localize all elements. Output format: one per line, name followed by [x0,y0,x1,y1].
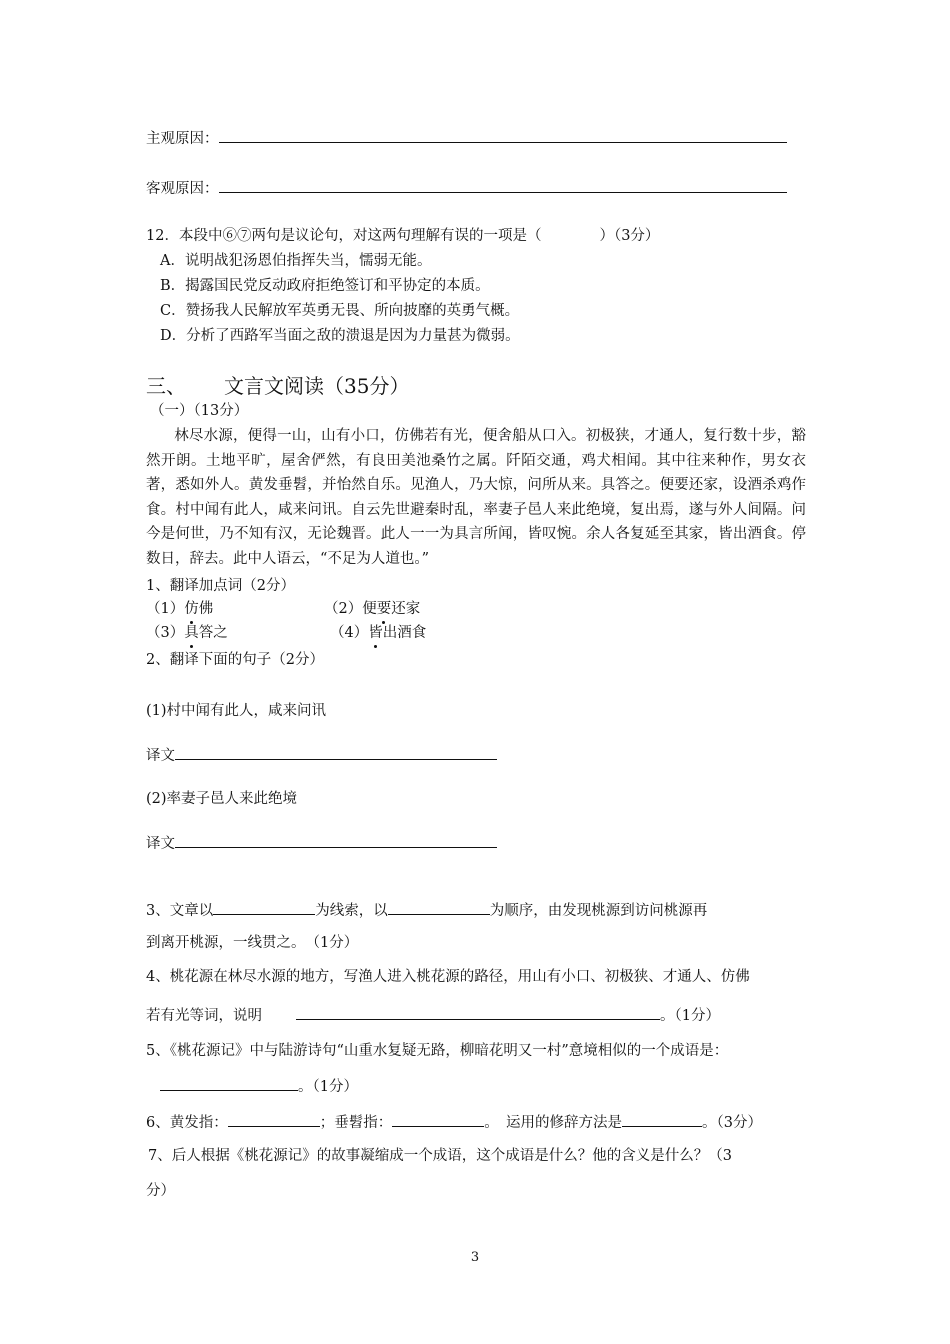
section3-heading [146,373,409,399]
q7-line-2: 分） [146,1183,175,1199]
q6-blank-rhetoric[interactable] [622,1112,702,1127]
q5-line-1: 5、《桃花源记》中与陆游诗句“山重水复疑无路，柳暗花明又一村”意境相似的一个成语是： [146,1043,729,1059]
classical-passage-text: 林尽水源，便得一山，山有小口，仿佛若有光，便舍船从口入。初极狭，才通人，复行数十步，豁然开朗。土地平旷，屋舍俨然，有良田美池桑竹之属。阡陌交通，鸡犬相闻。其中往来种作，男女衣著，悉如外人。黄发垂髫，并怡然自乐。见渔人，乃大惊，问所从来。具答之。便要还家，设酒杀鸡作食。村中闻有此人，咸来问讯。自云先世避秦时乱，率妻子邑人来此绝境，复出焉，遂与外人间隔。问今是何世，乃不知有汉，无论魏晋。此人一一为具言所闻，皆叹惋。余人各复延至其家，皆出酒食。停数日，辞去。此中人语云，“不足为人道也。” [146,428,806,567]
q7-line-1: 7、后人根据《桃花源记》的故事凝缩成一个成语，这个成语是什么？他的含义是什么？（3 [148,1148,732,1164]
page-number: 3 [470,1250,480,1265]
q4-line-1: 4、桃花源在林尽水源的地方，写渔人进入桃花源的路径，用山有小口、初极狭、才通人、仿佛 [146,969,750,985]
q5-text-b: 。（1分） [298,1079,358,1095]
q2-translation-2-label: 译文 [146,836,175,852]
q1-item-2-pre: 便 [362,601,377,617]
q2-translation-2-answer-line[interactable] [175,833,497,848]
section3-number: 三、 [146,374,186,398]
q4-blank[interactable] [296,1005,660,1020]
q1-item-1-num: （1） [146,601,185,617]
q1-item-2-num: （2） [324,601,363,617]
q5-line-2 [160,1076,358,1097]
subjective-reason-label: 主观原因： [146,131,219,147]
q2-translation-1-row [146,745,497,766]
q2-stem: 2、翻译下面的句子（2分） [146,652,324,668]
q2-sentence-1: (1)村中闻有此人，咸来问讯 [146,703,327,719]
q3-text-c: 为顺序，由发现桃源到访问桃源再 [489,903,708,919]
q2-translation-1-answer-line[interactable] [175,745,497,760]
q1-item-2-post: 还家 [391,601,421,617]
q2-translation-1-label: 译文 [146,748,175,764]
q1-item-1 [146,599,213,619]
q3-line-2: 到离开桃源，一线贯之。 （1分） [146,935,359,951]
q2-sentence-2: (2)率妻子邑人来此绝境 [146,791,298,807]
q1-item-4 [330,623,426,643]
q1-item-2-dotted-word: 要 [376,601,392,617]
q4-text-b: 。（1分） [660,1008,720,1024]
q1-item-3-dotted-word: 具 [184,625,199,641]
q6-blank-chuitiao[interactable] [392,1112,484,1127]
q1-stem: 1、翻译加点词（2分） [146,578,295,594]
subjective-reason-answer-line[interactable] [219,128,787,143]
q4-line-2 [146,1005,720,1026]
subjective-reason-row [146,128,787,149]
q1-item-4-post: 出酒食 [382,625,427,641]
q1-item-2 [324,599,420,619]
q6-blank-huangfa[interactable] [228,1112,320,1127]
q1-item-3-post: 答之 [198,625,228,641]
q2-translation-2-row [146,833,497,854]
q5-blank[interactable] [160,1076,298,1091]
q6-text-b: ；垂髫指： [319,1115,393,1131]
q12-option-a[interactable]: A．说明战犯汤恩伯指挥失当，懦弱无能。 [160,253,432,269]
section3-title: 文言文阅读（35分） [224,374,410,398]
q3-blank-clue[interactable] [213,900,315,915]
q1-item-1-post: 佛 [198,601,214,617]
q6-text-c: 。 运用的修辞方法是 [484,1115,622,1131]
objective-reason-row [146,178,787,199]
q12-option-c[interactable]: C．赞扬我人民解放军英勇无畏、所向披靡的英勇气概。 [160,303,520,319]
q6-text-a: 6、黄发指： [146,1115,228,1131]
q12-stem: 12．本段中⑥⑦两句是议论句，对这两句理解有误的一项是（ ）（3分） [146,228,660,244]
q1-item-4-num: （4） [330,625,369,641]
q3-line-1 [146,900,707,921]
q1-item-3 [146,623,228,643]
q6-text-d: 。（3分） [701,1115,762,1131]
objective-reason-label: 客观原因： [146,181,219,197]
q1-item-3-num: （3） [146,625,185,641]
q3-blank-order[interactable] [388,900,490,915]
q6-line [146,1112,762,1133]
q1-item-1-dotted-word: 仿 [184,601,199,617]
q12-option-b[interactable]: B．揭露国民党反动政府拒绝签订和平协定的本质。 [160,278,490,294]
q4-text-a: 若有光等词，说明 [146,1008,262,1024]
q3-text-b: 为线索，以 [315,903,388,919]
section3-part: （一）（13分） [150,403,249,419]
objective-reason-answer-line[interactable] [219,178,787,193]
q3-text-a: 3、文章以 [146,903,214,919]
q1-item-4-dotted-word: 皆 [368,625,383,641]
classical-passage [146,424,806,571]
q12-option-d[interactable]: D．分析了西路军当面之敌的溃退是因为力量甚为微弱。 [160,328,520,344]
